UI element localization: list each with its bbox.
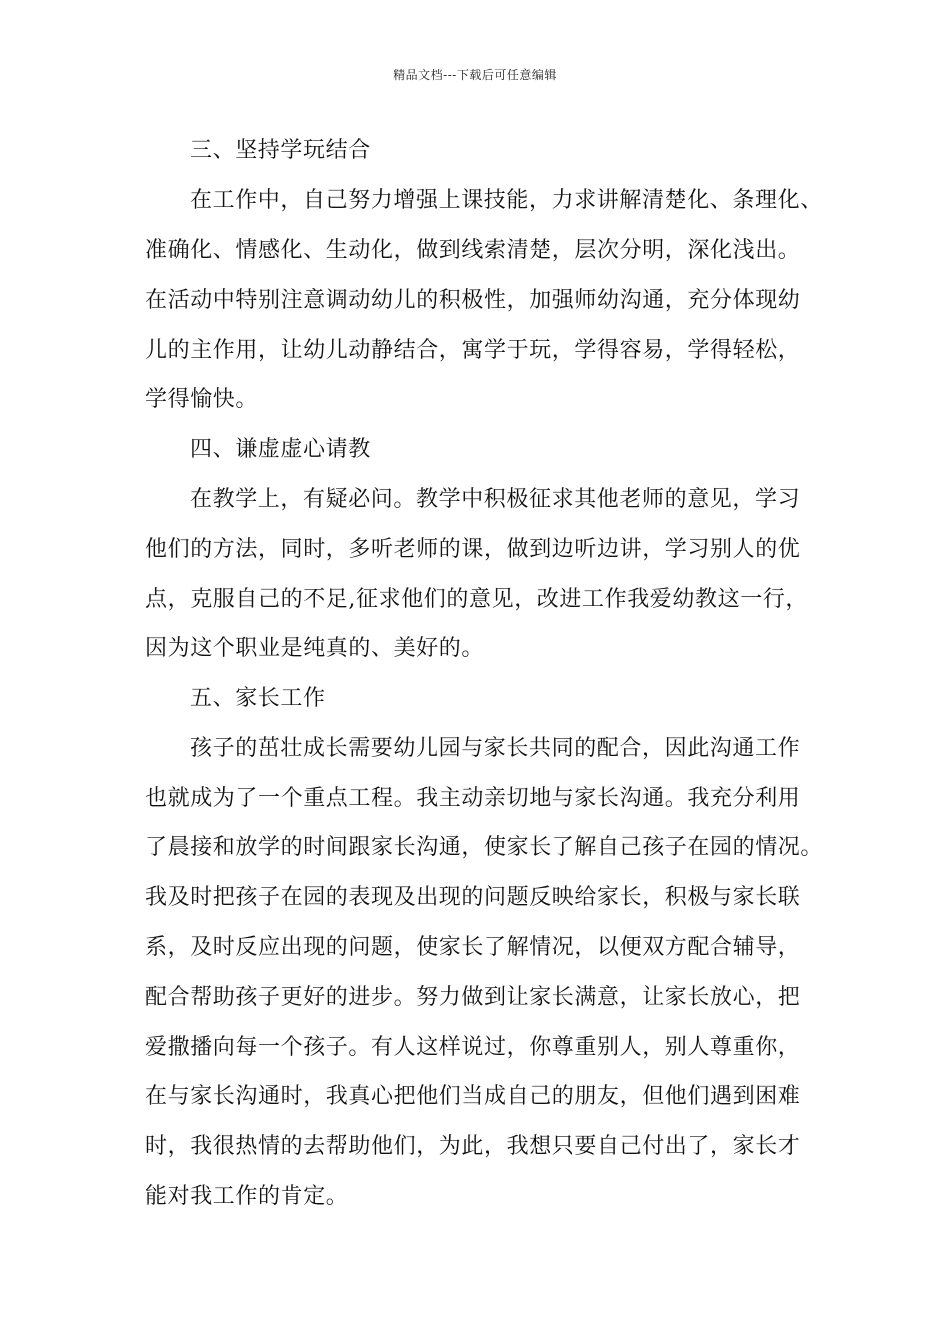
section-heading: 五、家长工作: [190, 686, 326, 711]
paragraph-line: 在工作中，自己努力增强上课技能，力求讲解清楚化、条理化、: [190, 188, 823, 213]
paragraph-line: 点，克服自己的不足,征求他们的意见，改进工作我爱幼教这一行，: [145, 587, 808, 612]
paragraph-line: 准确化、情感化、生动化，做到线索清楚，层次分明，深化浅出。: [145, 238, 801, 263]
page-header: 精品文档---下载后可任意编辑: [393, 68, 557, 82]
paragraph-line: 孩子的茁壮成长需要幼儿园与家长共同的配合，因此沟通工作: [190, 736, 801, 761]
paragraph-line: 了晨接和放学的时间跟家长沟通，使家长了解自己孩子在园的情况。: [145, 835, 824, 860]
paragraph-line: 时，我很热情的去帮助他们，为此，我想只要自己付出了，家长才: [145, 1134, 801, 1159]
paragraph-line: 他们的方法，同时，多听老师的课，做到边听边讲，学习别人的优: [145, 537, 801, 562]
paragraph-line: 我及时把孩子在园的表现及出现的问题反映给家长，积极与家长联: [145, 885, 801, 910]
paragraph-line: 系，及时反应出现的问题，使家长了解情况，以便双方配合辅导，: [145, 935, 801, 960]
paragraph-line: 学得愉快。: [145, 387, 259, 412]
paragraph-line: 因为这个职业是纯真的、美好的。: [145, 636, 485, 661]
section-heading: 三、坚持学玩结合: [190, 138, 371, 163]
paragraph-line: 配合帮助孩子更好的进步。努力做到让家长满意，让家长放心，把: [145, 985, 801, 1010]
paragraph-line: 能对我工作的肯定。: [145, 1184, 349, 1209]
paragraph-line: 儿的主作用，让幼儿动静结合，寓学于玩，学得容易，学得轻松，: [145, 338, 801, 363]
paragraph-line: 在教学上，有疑必问。教学中积极征求其他老师的意见，学习: [190, 487, 801, 512]
paragraph-line: 爱撒播向每一个孩子。有人这样说过，你尊重别人，别人尊重你，: [145, 1035, 801, 1060]
section-heading: 四、谦虚虚心请教: [190, 437, 371, 462]
paragraph-line: 在与家长沟通时，我真心把他们当成自己的朋友，但他们遇到困难: [145, 1084, 801, 1109]
paragraph-line: 也就成为了一个重点工程。我主动亲切地与家长沟通。我充分利用: [145, 786, 801, 811]
paragraph-line: 在活动中特别注意调动幼儿的积极性，加强师幼沟通，充分体现幼: [145, 288, 801, 313]
